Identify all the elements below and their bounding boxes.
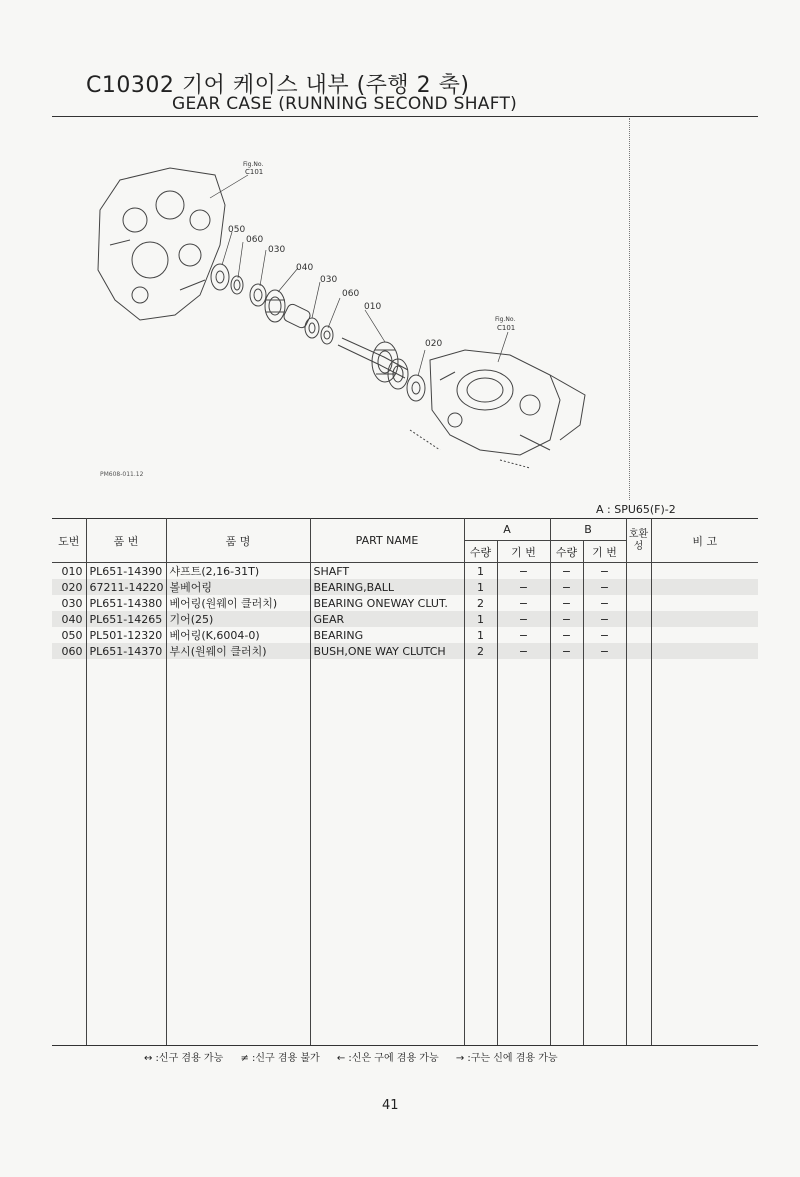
callout-060: 060 (246, 235, 264, 245)
row-part-no: PL651-14390 (86, 563, 166, 580)
row-name-en: BEARING ONEWAY CLUT. (310, 595, 464, 611)
row-b-qty: − (550, 595, 583, 611)
row-part-no: PL501-12320 (86, 627, 166, 643)
row-interchange (626, 595, 651, 611)
row-name-en: BUSH,ONE WAY CLUTCH (310, 643, 464, 659)
header-remarks: 비 고 (651, 519, 758, 563)
exploded-parts-diagram (80, 150, 600, 470)
legend-item: ← :신은 구에 겸용 가능 (336, 1053, 439, 1064)
legend-item: → :구는 신에 겸용 가능 (455, 1053, 558, 1064)
row-a-qty: 1 (464, 563, 497, 580)
spacer (282, 303, 311, 330)
row-part-no: PL651-14265 (86, 611, 166, 627)
fig-code-1: C101 (245, 168, 264, 176)
table-row (52, 643, 758, 659)
row-name-ko: 샤프트(2,16-31T) (166, 563, 310, 580)
gear-040 (265, 290, 285, 322)
row-ref: 060 (52, 643, 86, 659)
legend-item: ↔ :신구 겸용 가능 (144, 1053, 224, 1064)
row-a-model: − (497, 595, 550, 611)
page-title-korean: C10302 기어 케이스 내부 (주행 2 축) (86, 73, 470, 98)
bush-060 (231, 276, 243, 294)
row-b-model: − (583, 579, 626, 595)
row-interchange (626, 627, 651, 643)
row-b-qty: − (550, 627, 583, 643)
row-interchange (626, 611, 651, 627)
table-row (52, 563, 758, 580)
row-remarks (651, 595, 758, 611)
header-b-model: 기 번 (583, 541, 626, 563)
row-name-ko: 기어(25) (166, 611, 310, 627)
row-name-en: GEAR (310, 611, 464, 627)
row-b-qty: − (550, 563, 583, 580)
header-interchange: 호환성 (626, 519, 651, 563)
clutch-bearing-030a (250, 284, 266, 306)
row-remarks (651, 563, 758, 580)
table-row (52, 579, 758, 595)
clutch-bearing-030b (305, 318, 319, 338)
bearing-050 (211, 264, 229, 290)
gear-case-housing-left (98, 168, 225, 320)
callout-010: 010 (364, 302, 382, 312)
row-a-qty: 1 (464, 579, 497, 595)
header-name-ko: 품 명 (166, 519, 310, 563)
row-b-model: − (583, 563, 626, 580)
row-ref: 020 (52, 579, 86, 595)
row-ref: 050 (52, 627, 86, 643)
row-remarks (651, 643, 758, 659)
header-group-a: A (464, 519, 550, 541)
row-a-model: − (497, 579, 550, 595)
diagram-divider (629, 118, 630, 500)
header-name-en: PART NAME (310, 519, 464, 563)
row-remarks (651, 627, 758, 643)
row-b-qty: − (550, 643, 583, 659)
row-a-model: − (497, 611, 550, 627)
row-b-model: − (583, 643, 626, 659)
row-name-ko: 베어링(원웨이 클러치) (166, 595, 310, 611)
parts-table (52, 518, 758, 1046)
row-ref: 030 (52, 595, 86, 611)
fig-code-2: C101 (497, 324, 516, 332)
header-a-model: 기 번 (497, 541, 550, 563)
row-a-qty: 2 (464, 595, 497, 611)
bush-060b (321, 326, 333, 344)
row-b-qty: − (550, 579, 583, 595)
row-part-no: 67211-14220 (86, 579, 166, 595)
table-row (52, 627, 758, 643)
row-a-qty: 2 (464, 643, 497, 659)
fig-label-1: Fig.No. (243, 161, 264, 168)
callout-060b: 060 (342, 289, 360, 299)
header-a-qty: 수량 (464, 541, 497, 563)
gear-case-housing-right (430, 350, 560, 455)
page-title-english: GEAR CASE (RUNNING SECOND SHAFT) (172, 94, 518, 114)
row-interchange (626, 643, 651, 659)
header-group-b: B (550, 519, 626, 541)
row-b-model: − (583, 611, 626, 627)
figure-note: PM608-011.12 (100, 471, 144, 478)
compatibility-legend (144, 1049, 572, 1064)
table-row (52, 595, 758, 611)
callout-030b: 030 (320, 275, 338, 285)
row-b-model: − (583, 627, 626, 643)
callout-040: 040 (296, 263, 314, 273)
row-a-qty: 1 (464, 611, 497, 627)
row-name-en: SHAFT (310, 563, 464, 580)
callout-030: 030 (268, 245, 286, 255)
row-name-ko: 볼베어링 (166, 579, 310, 595)
legend-item: ≠ :신구 겸용 불가 (240, 1053, 320, 1064)
row-name-ko: 베어링(K,6004-0) (166, 627, 310, 643)
row-interchange (626, 563, 651, 580)
row-part-no: PL651-14370 (86, 643, 166, 659)
row-b-qty: − (550, 611, 583, 627)
row-name-en: BEARING (310, 627, 464, 643)
row-ref: 040 (52, 611, 86, 627)
page-number: 41 (382, 1098, 399, 1113)
row-ref: 010 (52, 563, 86, 580)
row-a-model: − (497, 563, 550, 580)
row-part-no: PL651-14380 (86, 595, 166, 611)
row-a-qty: 1 (464, 627, 497, 643)
row-remarks (651, 611, 758, 627)
header-b-qty: 수량 (550, 541, 583, 563)
table-row (52, 611, 758, 627)
table-filler-row (52, 659, 758, 1046)
row-a-model: − (497, 643, 550, 659)
callout-050: 050 (228, 225, 246, 235)
model-spec: A : SPU65(F)-2 (596, 503, 676, 516)
row-b-model: − (583, 595, 626, 611)
row-name-en: BEARING,BALL (310, 579, 464, 595)
bearing-020 (407, 375, 425, 401)
row-interchange (626, 579, 651, 595)
header-part-no: 품 번 (86, 519, 166, 563)
row-name-ko: 부시(원웨이 클러치) (166, 643, 310, 659)
row-remarks (651, 579, 758, 595)
title-rule (52, 116, 758, 117)
fig-label-2: Fig.No. (495, 316, 516, 323)
header-ref: 도번 (52, 519, 86, 563)
callout-020: 020 (425, 339, 443, 349)
row-a-model: − (497, 627, 550, 643)
